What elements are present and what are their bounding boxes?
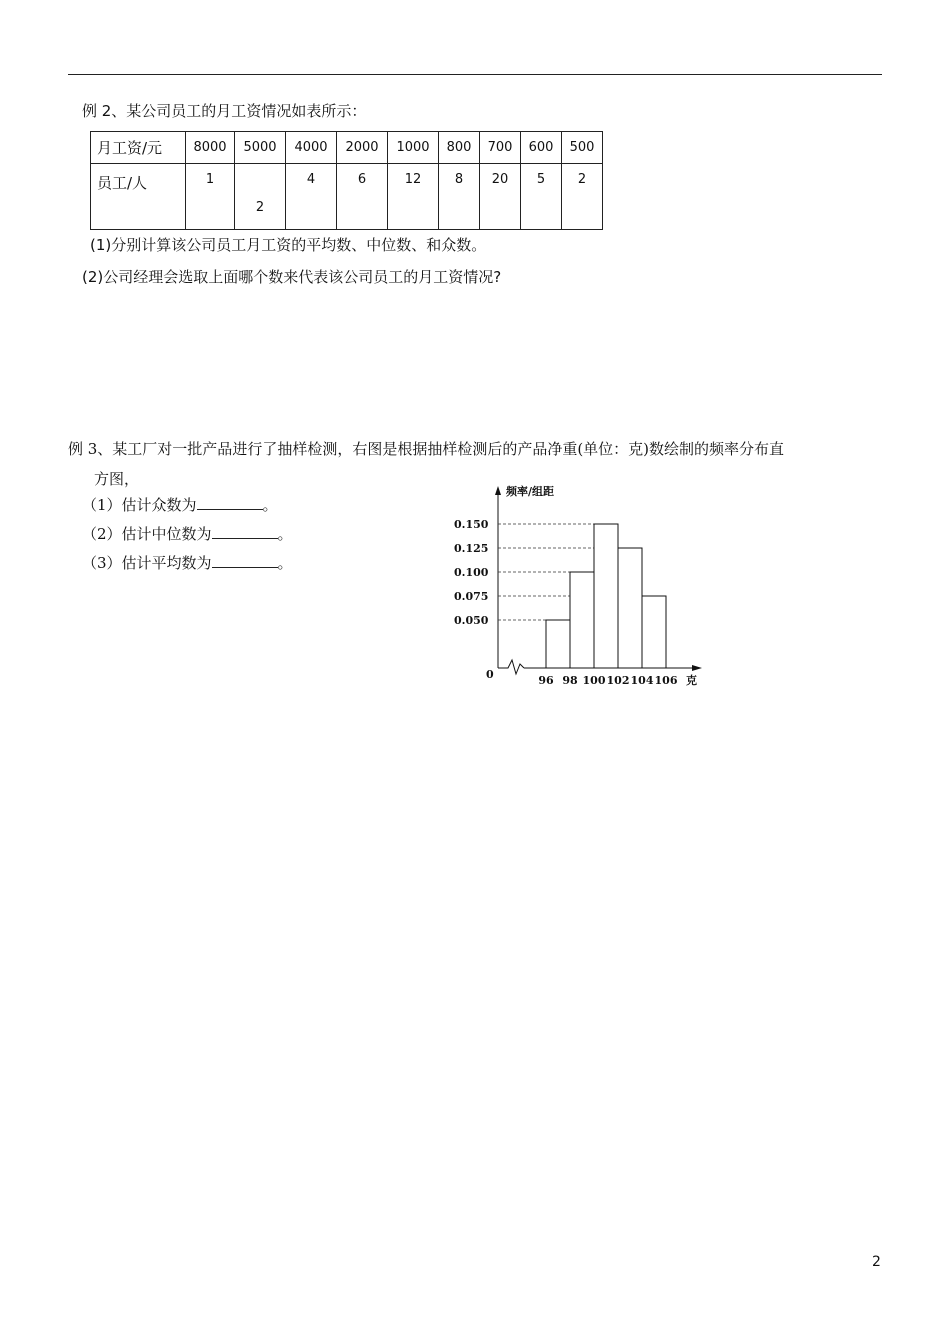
wage-cell: 600 — [521, 132, 562, 164]
x-tick-label: 98 — [562, 674, 578, 687]
histogram-bar — [642, 596, 666, 668]
end-mark: 。 — [277, 525, 293, 543]
answer-blank — [197, 495, 263, 510]
sub-question-label: （1）估计众数为 — [82, 496, 197, 514]
count-cell: 2 — [562, 164, 603, 230]
example2-title: 例 2、某公司员工的月工资情况如表所示： — [82, 102, 367, 120]
count-cell: 2 — [235, 164, 286, 230]
histogram-bar — [594, 524, 618, 668]
example3-sub-3 — [82, 552, 293, 573]
wage-cell: 800 — [439, 132, 480, 164]
count-cell: 5 — [521, 164, 562, 230]
axis-break — [498, 660, 524, 674]
y-tick-label: 0.125 — [454, 542, 489, 555]
page-number: 2 — [872, 1254, 881, 1270]
count-cell: 1 — [186, 164, 235, 230]
wage-cell: 500 — [562, 132, 603, 164]
wage-cell: 1000 — [388, 132, 439, 164]
x-tick-label: 106 — [654, 674, 678, 687]
x-tick-label: 96 — [538, 674, 554, 687]
y-tick-label: 0.050 — [454, 614, 489, 627]
count-cell: 12 — [388, 164, 439, 230]
wage-cell: 8000 — [186, 132, 235, 164]
origin-label: 0 — [486, 668, 494, 681]
sub-question-label: （3）估计平均数为 — [82, 554, 212, 572]
histogram-bar — [570, 572, 594, 668]
wage-header-cell: 月工资/元 — [91, 132, 186, 164]
histogram-bar — [546, 620, 570, 668]
y-axis-arrow — [495, 486, 501, 495]
count-cell: 20 — [480, 164, 521, 230]
wage-cell: 5000 — [235, 132, 286, 164]
x-tick-label: 104 — [630, 674, 654, 687]
x-axis-label: 克 — [686, 674, 697, 687]
x-tick-label: 102 — [606, 674, 630, 687]
example3-sub-1 — [82, 494, 278, 515]
wage-cell: 4000 — [286, 132, 337, 164]
end-mark: 。 — [262, 496, 278, 514]
count-cell: 6 — [337, 164, 388, 230]
y-tick-label: 0.075 — [454, 590, 489, 603]
count-row — [91, 164, 603, 230]
example3-sub-2 — [82, 523, 293, 544]
y-tick-label: 0.100 — [454, 566, 489, 579]
y-axis-label: 频率/组距 — [506, 485, 555, 498]
y-tick-label: 0.150 — [454, 518, 489, 531]
wage-row — [91, 132, 603, 164]
count-cell: 4 — [286, 164, 337, 230]
wage-table — [90, 131, 603, 230]
count-header-cell: 员工/人 — [91, 164, 186, 230]
answer-blank — [212, 553, 278, 568]
count-cell: 8 — [439, 164, 480, 230]
example3-line-1: 例 3、某工厂对一批产品进行了抽样检测，右图是根据抽样检测后的产品净重(单位：克)数绘制的频率分布直 — [68, 440, 785, 458]
end-mark: 。 — [277, 554, 293, 572]
sub-question-label: （2）估计中位数为 — [82, 525, 212, 543]
example3-line-2: 方图， — [94, 470, 140, 488]
x-axis-arrow — [692, 665, 702, 671]
histogram-bar — [618, 548, 642, 668]
header-rule — [68, 74, 882, 75]
wage-cell: 700 — [480, 132, 521, 164]
x-tick-label: 100 — [582, 674, 606, 687]
example2-question-2: (2)公司经理会选取上面哪个数来代表该公司员工的月工资情况? — [82, 268, 502, 286]
answer-blank — [212, 524, 278, 539]
example2-question-1: (1)分别计算该公司员工月工资的平均数、中位数、和众数。 — [90, 236, 487, 254]
wage-cell: 2000 — [337, 132, 388, 164]
frequency-histogram — [440, 478, 720, 698]
